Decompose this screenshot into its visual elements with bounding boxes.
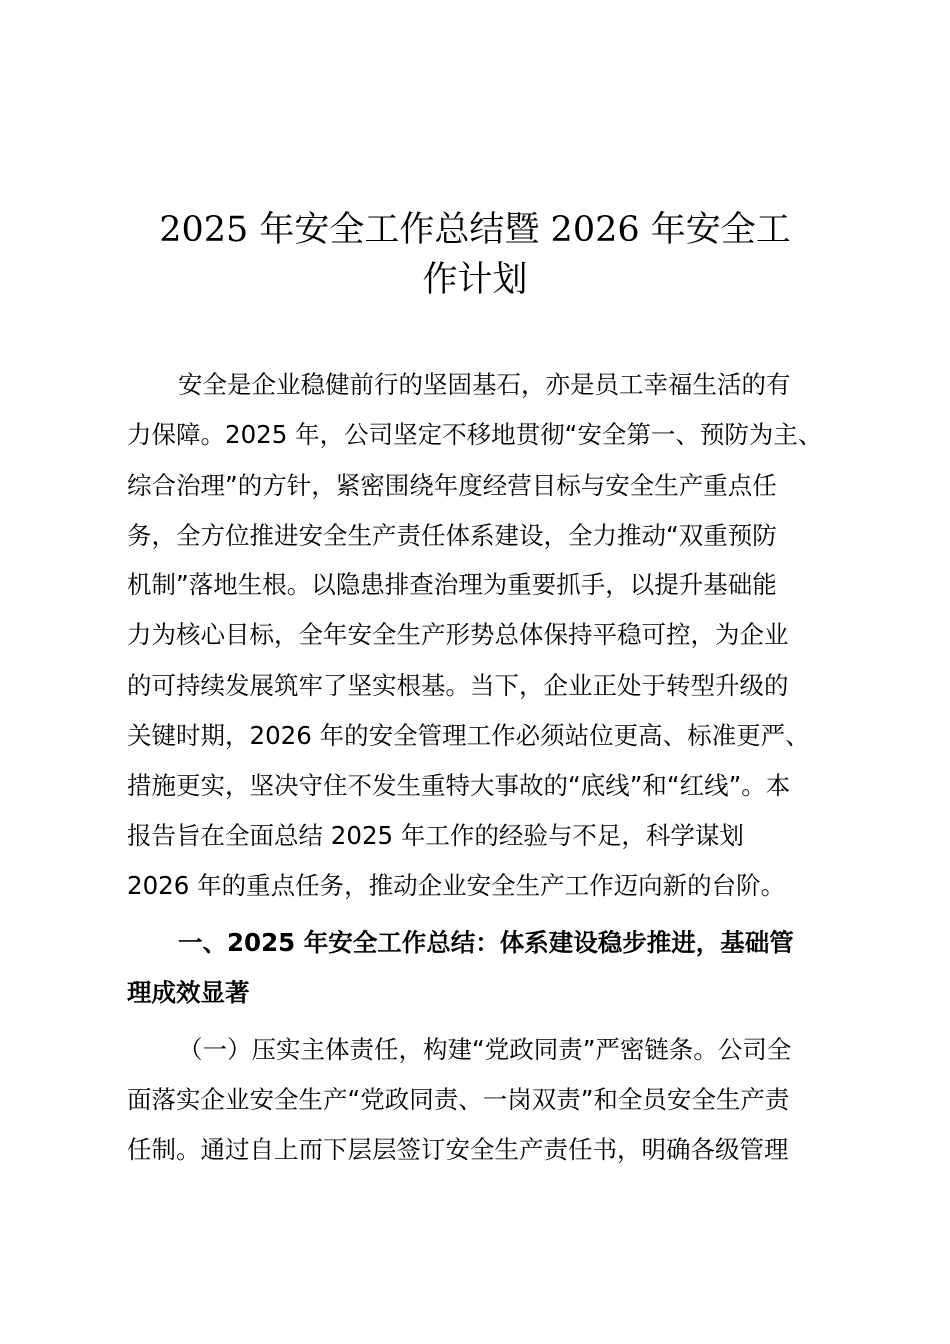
text-line: 机制”落地生根。以隐患排查治理为重要抓手，以提升基础能 [127,570,777,599]
document-title-line-2: 作计划 [422,260,528,300]
text-line: 力保障。2025 年，公司坚定不移地贯彻“安全第一、预防为主、 [127,420,823,449]
text-line: 的可持续发展筑牢了坚实根基。当下，企业正处于转型升级的 [127,671,789,700]
heading-line: 理成效显著 [127,978,250,1007]
text-line: 任制。通过自上而下层层签订安全生产责任书，明确各级管理 [127,1135,789,1164]
text-line: 关键时期，2026 年的安全管理工作必须站位更高、标准更严、 [127,721,810,750]
text-line: 安全是企业稳健前行的坚固基石，亦是员工幸福生活的有 [178,370,791,399]
text-line: 务，全方位推进安全生产责任体系建设，全力推动“双重预防 [127,521,777,550]
text-line: （一）压实主体责任，构建“党政同责”严密链条。公司全 [178,1035,792,1064]
text-line: 力为核心目标，全年安全生产形势总体保持平稳可控，为企业 [127,620,789,649]
text-line: 报告旨在全面总结 2025 年工作的经验与不足，科学谋划 [127,821,744,850]
text-line: 2026 年的重点任务，推动企业安全生产工作迈向新的台阶。 [127,871,786,900]
text-line: 综合治理”的方针，紧密围绕年度经营目标与安全生产重点任 [127,471,777,500]
text-line: 措施更实，坚决守住不发生重特大事故的“底线”和“红线”。本 [127,771,791,800]
document-title-line-1: 2025 年安全工作总结暨 2026 年安全工 [159,210,791,250]
text-line: 面落实企业安全生产“党政同责、一岗双责”和全员安全生产责 [127,1085,790,1114]
heading-line: 一、2025 年安全工作总结：体系建设稳步推进，基础管 [178,928,794,957]
